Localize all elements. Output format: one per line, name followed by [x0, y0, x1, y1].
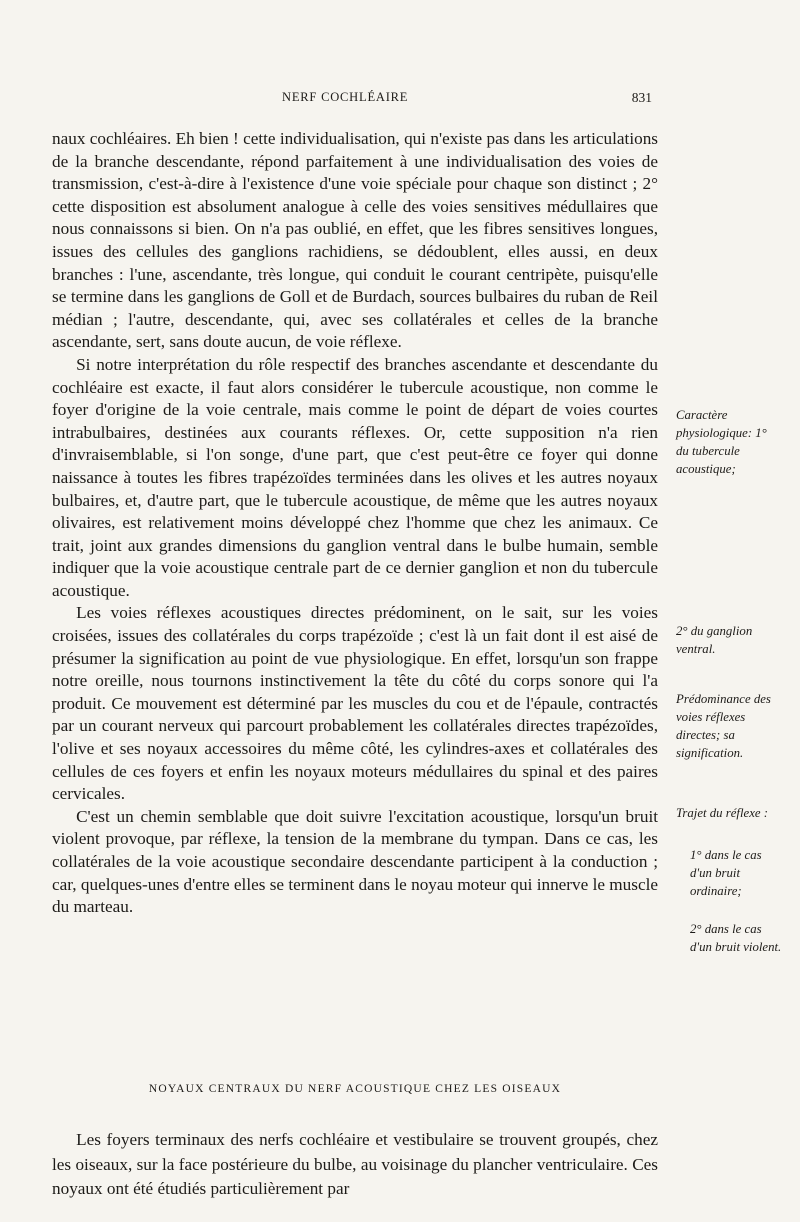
margin-note: Trajet du réflexe : [676, 806, 769, 820]
margin-note: 2° du ganglion ventral. [676, 624, 753, 656]
paragraph: C'est un chemin semblable que doit suivre l'excitation acoustique, lorsqu'un bruit violent provoque, par réflexe, la tension de la membrane du tympan. Dans ce cas, les collatérales de la voie acoustique secondaire descendante participent à la conduction ; car, quelques-unes d'entre elles se terminent dans le noyau moteur qui innerve le muscle du marteau. [52, 806, 658, 917]
paragraph: Les foyers terminaux des nerfs cochléaire et vestibulaire se trouvent groupés, chez les oiseaux, sur la face postérieure du bulbe, au voisinage du plancher ventriculaire. Ces noyaux ont été étudiés particulièrement par [52, 1130, 658, 1198]
page-number: 831 [631, 90, 652, 105]
paragraph: Les voies réflexes acoustiques directes prédominent, on le sait, sur les voies croisées, issues des collatérales du corps trapézoïde ; c'est là un fait dont il est aisé de présumer la signification au point de vue physiologique. En effet, lorsqu'un son frappe notre oreille, nous tournons instinctivement la tête du côté du corps sonore qui l'a produit. Ce mouvement est déterminé par les muscles du cou et de l'épaule, contractés par un courant nerveux qui parcourt probablement les collatérales directes trapézoïdes, l'olive et ses noyaux accessoires du même côté, les cylindres-axes et collatérales des cellules de ces foyers et enfin les noyaux moteurs médullaires du spinal et des paires cervicales. [52, 603, 658, 804]
main-text [52, 128, 658, 919]
section-heading: NOYAUX CENTRAUX DU NERF ACOUSTIQUE CHEZ LES OISEAUX [148, 1083, 562, 1095]
margin-note: 1° dans le cas d'un bruit ordinaire; [690, 848, 762, 898]
running-header [52, 90, 652, 112]
running-title: NERF COCHLÉAIRE [282, 90, 409, 104]
margin-note: Prédominance des voies réflexes directes; sa signification. [676, 692, 771, 760]
paragraph: naux cochléaires. Eh bien ! cette individualisation, qui n'existe pas dans les articulations de la branche descendante, répond parfaitement à une individualisation des voies de transmission, c'est-à-dire à l'existence d'une voie spéciale pour chaque son distinct ; 2° cette disposition est absolument analogue à celle des voies sensitives médullaires que nous connaissons si bien. On n'a pas oublié, en effet, que les fibres sensitives longues, issues des cellules des ganglions rachidiens, se dédoublent, elles aussi, en deux branches : l'une, ascendante, très longue, qui conduit le courant centripète, puisqu'elle se termine dans les ganglions de Goll et de Burdach, sources bulbaires du ruban de Reil médian ; l'autre, descendante, qui, avec ses collatérales et celles de la branche ascendante, sert, sans doute aucun, de voie réflexe. [52, 129, 658, 352]
margin-note: 2° dans le cas d'un bruit violent. [690, 922, 782, 954]
paragraph: Si notre interprétation du rôle respectif des branches ascendante et descendante du cochléaire est exacte, il faut alors considérer le tubercule acoustique, non comme le foyer d'origine de la voie centrale, mais comme le point de départ de voies courtes intrabulbaires, destinées aux courants réflexes. Or, cette supposition n'a rien d'invraisemblable, si l'on songe, d'une part, que c'est peut-être ce foyer qui donne naissance à toutes les fibres trapézoïdes terminées dans les olives et les autres noyaux bulbaires, et, d'autre part, que le tubercule acoustique, de même que les autres noyaux olivaires, est relativement moins développé chez l'homme que chez les animaux. Ce trait, joint aux grandes dimensions du ganglion ventral dans le bulbe humain, semble indiquer que la voie acoustique centrale part de ce dernier ganglion et non du tubercule acoustique. [52, 354, 658, 600]
margin-note: Caractère physiologique: 1° du tubercule acoustique; [676, 408, 767, 476]
section-text [52, 1128, 658, 1202]
